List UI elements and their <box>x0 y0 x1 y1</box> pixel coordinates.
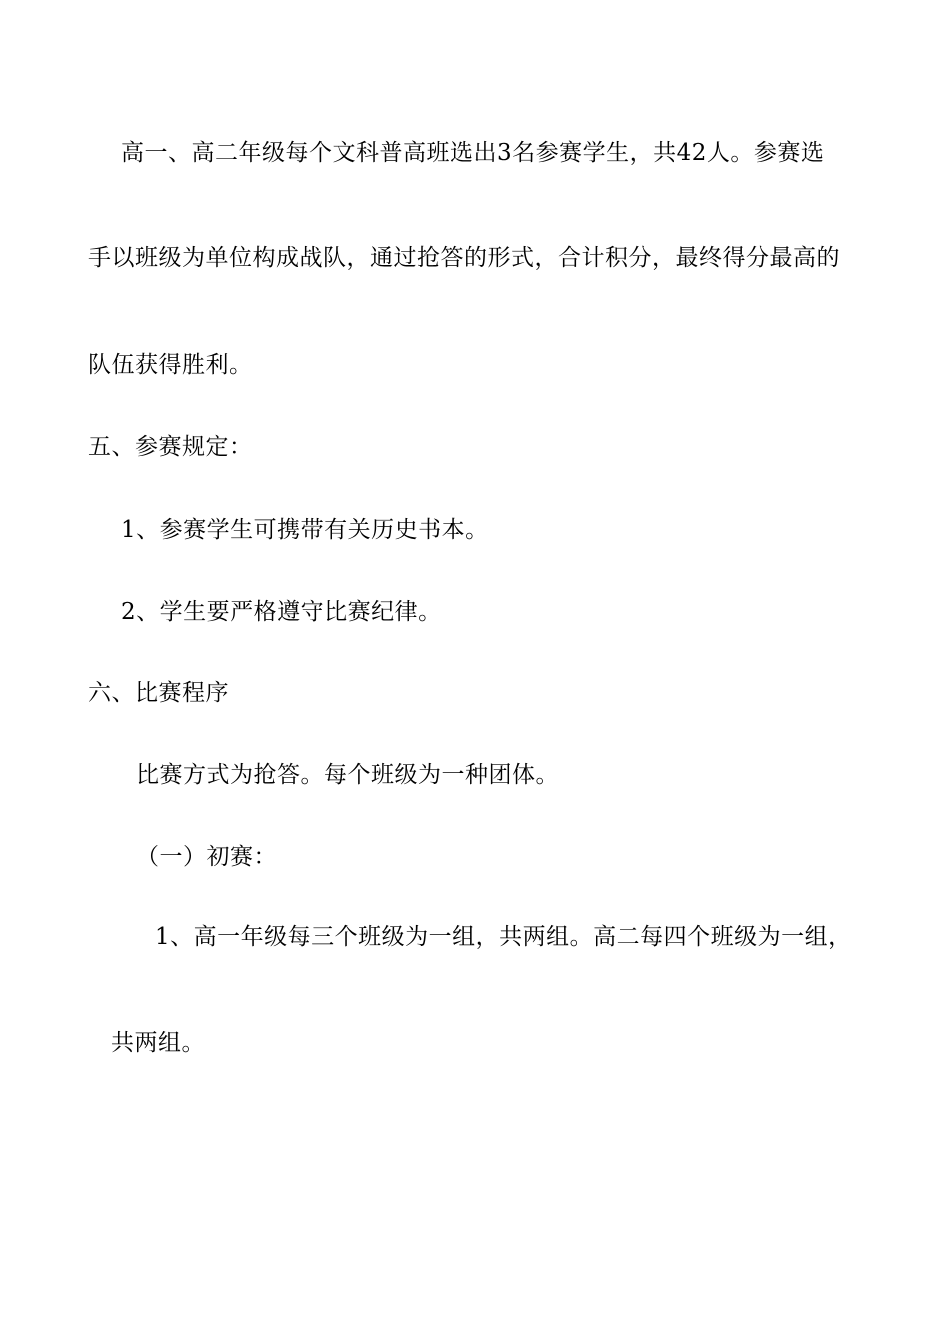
preliminary-item-1: 1、高一年级每三个班级为一组，共两组。高二每四个班级为一组， <box>155 924 852 950</box>
rule-item-2: 2、学生要严格遵守比赛纪律。 <box>121 599 442 625</box>
preliminary-item-1-cont: 共两组。 <box>111 1030 205 1056</box>
rule-item-1: 1、参赛学生可携带有关历史书本。 <box>121 517 489 543</box>
section-heading-rules: 五、参赛规定： <box>88 434 253 460</box>
section-heading-procedure: 六、比赛程序 <box>88 680 229 706</box>
subsection-heading-preliminary: （一）初赛： <box>136 844 277 870</box>
paragraph-line-2: 手以班级为单位构成战队，通过抢答的形式，合计积分，最终得分最高的 <box>88 245 840 271</box>
paragraph-line-1: 高一、高二年级每个文科普高班选出3名参赛学生，共42人。参赛选 <box>121 140 825 166</box>
procedure-intro: 比赛方式为抢答。每个班级为一种团体。 <box>136 762 559 788</box>
paragraph-line-3: 队伍获得胜利。 <box>88 352 253 378</box>
